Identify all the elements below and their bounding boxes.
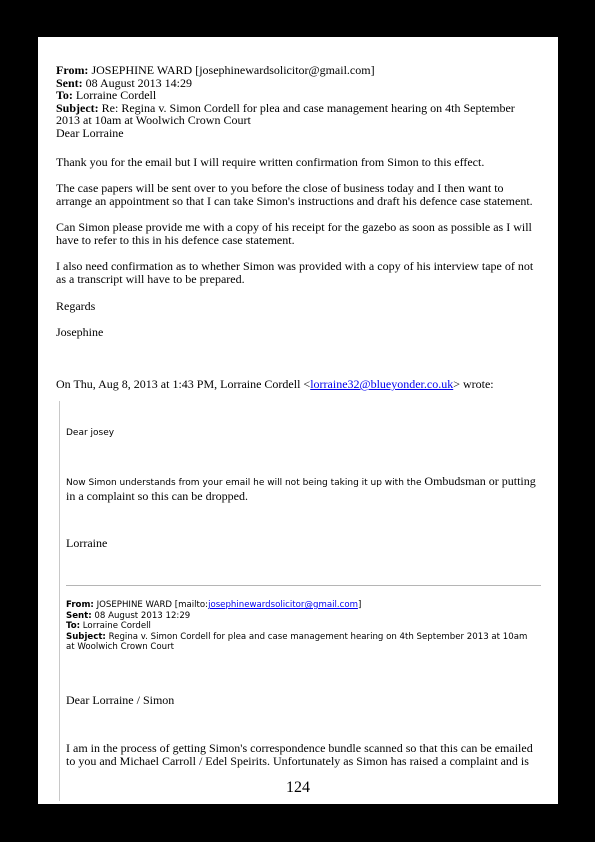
page-number: 124: [286, 779, 310, 796]
original-paragraph-1: I am in the process of getting Simon's correspondence bundle scanned so that this can be emailed to you and Michael Carroll / Edel Speirits. Unfortunately as Simon has raised a complaint and is: [66, 741, 533, 768]
to-line: To: Lorraine Cordell: [56, 88, 157, 102]
original-from-email-link[interactable]: josephinewardsolicitor@gmail.com: [208, 600, 358, 610]
body-salutation: Dear Lorraine: [56, 125, 124, 140]
from-line: From: JOSEPHINE WARD [josephinewardsolicitor@gmail.com]: [56, 63, 375, 77]
quoted-signature: Lorraine: [66, 536, 108, 550]
body-paragraph-3: Can Simon please provide me with a copy of his receipt for the gazebo as soon as possible as I will have to refer to this in his defence case statement.: [56, 220, 532, 247]
email-header: [56, 64, 541, 139]
original-sent-line: Sent: 08 August 2013 12:29: [66, 610, 191, 621]
reply-intro: On Thu, Aug 8, 2013 at 1:43 PM, Lorraine Cordell <lorraine32@blueyonder.co.uk> wrote:: [56, 377, 494, 391]
original-salutation: Dear Lorraine / Simon: [66, 693, 175, 707]
quoted-message: Now Simon understands from your email he will not being taking it up with the Ombudsman or putting in a complaint so this can be dropped.: [66, 474, 536, 503]
original-subject-line: Subject: Regina v. Simon Cordell for plea and case management hearing on 4th September 2013 at 10am at Woolwich Crown Court: [66, 631, 528, 652]
body-closing: Regards: [56, 299, 96, 313]
sent-line: Sent: 08 August 2013 14:29: [56, 75, 193, 90]
original-from-line: From: JOSEPHINE WARD [mailto:josephinewardsolicitor@gmail.com]: [66, 600, 362, 610]
to-value: Lorraine Cordell: [75, 88, 157, 102]
body-paragraph-4: I also need confirmation as to whether Simon was provided with a copy of his interview tape of not as a transcript will have to be prepared.: [56, 259, 534, 286]
original-header: [66, 600, 536, 653]
body-signature: Josephine: [56, 325, 104, 339]
body-paragraph-1: Thank you for the email but I will require written confirmation from Simon to this effect.: [56, 155, 485, 169]
reply-email-link[interactable]: lorraine32@blueyonder.co.uk: [310, 377, 454, 391]
subject-value: Re: Regina v. Simon Cordell for plea and case management hearing on 4th September 2013 at 10am at Woolwich Crown Court: [56, 100, 515, 127]
original-to-line: To: Lorraine Cordell: [66, 621, 151, 631]
from-value: JOSEPHINE WARD [josephinewardsolicitor@gmail.com]: [91, 63, 375, 77]
sent-value: 08 August 2013 14:29: [85, 75, 193, 90]
document-page: [38, 37, 558, 804]
quoted-salutation: Dear josey: [66, 428, 115, 438]
body-paragraph-2: The case papers will be sent over to you before the close of business today and I then want to arrange an appointment so that I can take Simon's instructions and draft his defence case statement.: [56, 181, 533, 208]
quote-divider: [66, 585, 541, 586]
subject-line: Subject: Re: Regina v. Simon Cordell for plea and case management hearing on 4th September 2013 at 10am at Woolwich Crown Court: [56, 100, 515, 127]
quote-bar: [59, 401, 60, 801]
